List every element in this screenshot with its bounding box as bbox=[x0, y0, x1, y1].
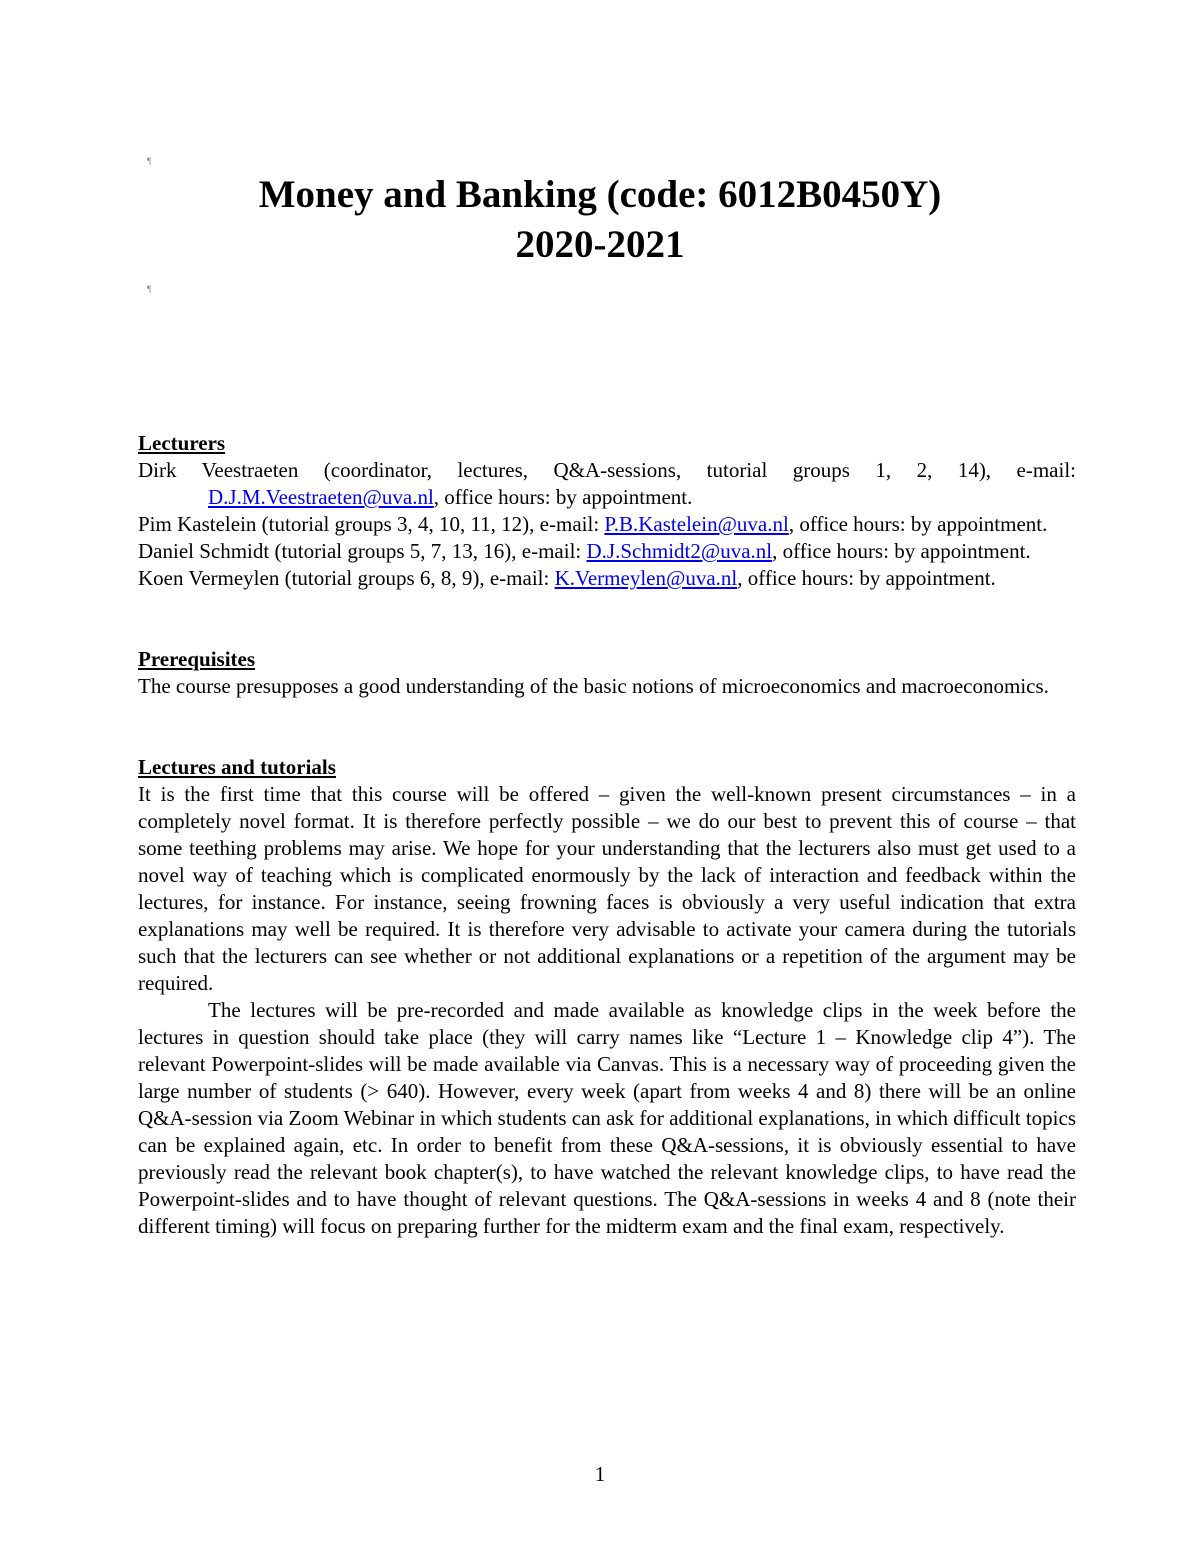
lecturer-email-link[interactable]: P.B.Kastelein@uva.nl bbox=[604, 512, 789, 536]
section-lecturers bbox=[138, 430, 1076, 592]
title-course-name: Money and Banking (code: 6012B0450Y) bbox=[258, 173, 942, 216]
lecturer-entry bbox=[138, 538, 1076, 565]
lecturer-details: Pim Kastelein (tutorial groups 3, 4, 10, 11, 12), e-mail: bbox=[138, 512, 605, 536]
paragraph-mark-top: ¶ bbox=[147, 156, 152, 166]
lectures-tutorials-heading: Lectures and tutorials bbox=[138, 755, 336, 779]
lecturer-email-link[interactable]: K.Vermeylen@uva.nl bbox=[554, 566, 738, 590]
lecturer-details: Dirk Veestraeten (coordinator, lectures, Q&A-sessions, tutorial groups 1, 2, 14), e-mail: bbox=[138, 458, 1076, 482]
lecturer-entry bbox=[138, 511, 1076, 538]
page-number: 1 bbox=[594, 1462, 606, 1486]
lecturer-entry bbox=[138, 457, 1076, 511]
lecturer-details: Daniel Schmidt (tutorial groups 5, 7, 13, 16), e-mail: bbox=[138, 539, 587, 563]
lecturers-heading: Lecturers bbox=[138, 431, 226, 455]
lecturer-office-hours: , office hours: by appointment. bbox=[772, 539, 1031, 563]
prerequisites-text: The course presupposes a good understanding of the basic notions of microeconomics and macroeconomics. bbox=[138, 674, 1049, 698]
document-body bbox=[138, 430, 1076, 1240]
lecturer-email-link[interactable]: D.J.M.Veestraeten@uva.nl bbox=[208, 485, 434, 509]
lecturer-email-link[interactable]: D.J.Schmidt2@uva.nl bbox=[586, 539, 773, 563]
section-prerequisites bbox=[138, 646, 1076, 700]
section-spacer bbox=[138, 700, 1076, 754]
lecturer-entry bbox=[138, 565, 1076, 592]
lectures-paragraph-1: It is the first time that this course will be offered – given the well-known present circumstances – in a completely novel format. It is therefore perfectly possible – we do our best to prevent this of course – that some teething problems may arise. We hope for your understanding that the lecturers also must get used to a novel way of teaching which is complicated enormously by the lack of interaction and feedback within the lectures, for instance. For instance, seeing frowning faces is obviously a very useful indication that extra explanations may well be required. It is therefore very advisable to activate your camera during the tutorials such that the lecturers can see whether or not additional explanations or a repetition of the argument may be required. bbox=[138, 782, 1076, 995]
section-spacer bbox=[138, 592, 1076, 646]
lecturer-details: Koen Vermeylen (tutorial groups 6, 8, 9), e-mail: bbox=[138, 566, 555, 590]
lectures-paragraph-2: The lectures will be pre-recorded and made available as knowledge clips in the week before the lectures in question should take place (they will carry names like “Lecture 1 – Knowledge clip 4”). The relevant Powerpoint-slides will be made available via Canvas. This is a necessary way of proceeding given the large number of students (> 640). However, every week (apart from weeks 4 and 8) there will be an online Q&A-session via Zoom Webinar in which students can ask for additional explanations, in which difficult topics can be explained again, etc. In order to benefit from these Q&A-sessions, it is obviously essential to have previously read the relevant book chapter(s), to have watched the relevant knowledge clips, to have read the Powerpoint-slides and to have thought of relevant questions. The Q&A-sessions in weeks 4 and 8 (note their different timing) will focus on preparing further for the midterm exam and the final exam, respectively. bbox=[138, 998, 1076, 1238]
lecturer-office-hours: , office hours: by appointment. bbox=[433, 485, 693, 509]
paragraph-mark-bottom: ¶ bbox=[147, 284, 152, 294]
title-academic-year: 2020-2021 bbox=[515, 223, 685, 266]
document-title bbox=[0, 170, 1200, 270]
lecturer-office-hours: , office hours: by appointment. bbox=[788, 512, 1048, 536]
section-lectures-tutorials bbox=[138, 754, 1076, 1240]
lecturer-office-hours: , office hours: by appointment. bbox=[737, 566, 996, 590]
prerequisites-heading: Prerequisites bbox=[138, 647, 256, 671]
